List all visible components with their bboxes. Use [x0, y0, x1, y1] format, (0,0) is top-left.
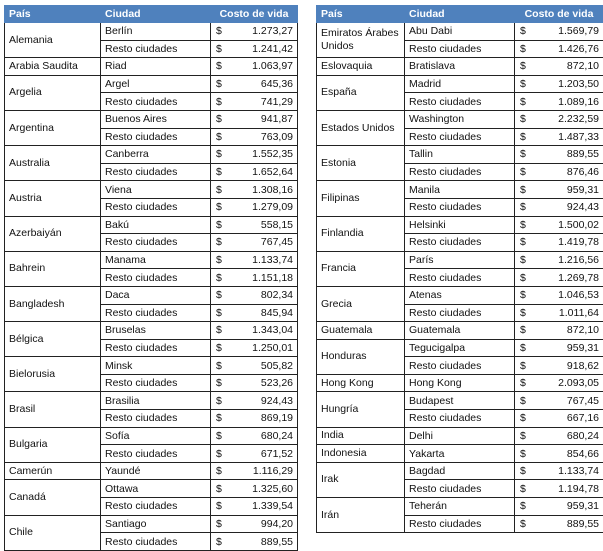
table-row	[5, 322, 298, 340]
currency-symbol: $	[211, 392, 227, 410]
currency-symbol: $	[515, 480, 533, 498]
table-row	[317, 23, 603, 41]
table-row	[5, 480, 298, 498]
city-cell: Helsinki	[405, 216, 515, 234]
table-row	[5, 462, 298, 480]
cost-value: 558,15	[227, 216, 298, 234]
cost-value: 680,24	[227, 427, 298, 445]
country-cell: Argentina	[5, 110, 101, 145]
currency-symbol: $	[211, 128, 227, 146]
table-row	[5, 251, 298, 269]
currency-symbol: $	[515, 163, 533, 181]
currency-symbol: $	[515, 498, 533, 516]
cost-value: 872,10	[533, 58, 603, 76]
city-cell: Resto ciudades	[101, 93, 211, 111]
currency-symbol: $	[211, 181, 227, 199]
table-row	[5, 392, 298, 410]
country-cell: Guatemala	[317, 322, 405, 340]
cost-value: 1.500,02	[533, 216, 603, 234]
city-cell: Atenas	[405, 286, 515, 304]
cost-value: 1.339,54	[227, 498, 298, 516]
cost-value: 505,82	[227, 357, 298, 375]
currency-symbol: $	[515, 286, 533, 304]
city-cell: Abu Dabi	[405, 23, 515, 41]
header-country: País	[5, 6, 101, 23]
cost-value: 918,62	[533, 357, 603, 375]
country-cell: Bulgaria	[5, 427, 101, 462]
country-cell: Alemania	[5, 23, 101, 58]
currency-symbol: $	[211, 445, 227, 463]
cost-value: 1.011,64	[533, 304, 603, 322]
country-cell: Argelia	[5, 75, 101, 110]
cost-value: 667,16	[533, 410, 603, 428]
city-cell: Resto ciudades	[101, 445, 211, 463]
cost-value: 1.116,29	[227, 462, 298, 480]
city-cell: Resto ciudades	[101, 533, 211, 551]
cost-value: 1.133,74	[533, 462, 603, 480]
country-cell: Eslovaquia	[317, 58, 405, 76]
country-cell: Irak	[317, 462, 405, 497]
city-cell: Resto ciudades	[101, 410, 211, 428]
city-cell: Resto ciudades	[101, 498, 211, 516]
currency-symbol: $	[515, 392, 533, 410]
city-cell: Hong Kong	[405, 374, 515, 392]
currency-symbol: $	[515, 58, 533, 76]
cost-value: 959,31	[533, 498, 603, 516]
cost-value: 924,43	[227, 392, 298, 410]
country-cell: Bangladesh	[5, 286, 101, 321]
table-row	[5, 23, 298, 41]
country-cell: Irán	[317, 498, 405, 533]
cost-value: 2.093,05	[533, 374, 603, 392]
currency-symbol: $	[515, 181, 533, 199]
table-row	[317, 445, 603, 463]
country-cell: Estados Unidos	[317, 110, 405, 145]
table-row	[317, 286, 603, 304]
table-row	[5, 75, 298, 93]
currency-symbol: $	[515, 427, 533, 445]
city-cell: Manila	[405, 181, 515, 199]
currency-symbol: $	[211, 462, 227, 480]
cost-value: 2.232,59	[533, 110, 603, 128]
table-body-right	[317, 23, 603, 533]
header-cost: Costo de vida	[515, 6, 603, 23]
country-cell: Bielorusia	[5, 357, 101, 392]
country-cell: Camerún	[5, 462, 101, 480]
cost-value: 763,09	[227, 128, 298, 146]
city-cell: Bakú	[101, 216, 211, 234]
cost-value: 1.269,78	[533, 269, 603, 287]
currency-symbol: $	[515, 75, 533, 93]
cost-value: 924,43	[533, 198, 603, 216]
currency-symbol: $	[515, 462, 533, 480]
table-row	[317, 110, 603, 128]
currency-symbol: $	[211, 198, 227, 216]
city-cell: Tegucigalpa	[405, 339, 515, 357]
table-body-left	[5, 23, 298, 551]
city-cell: Resto ciudades	[405, 269, 515, 287]
city-cell: Viena	[101, 181, 211, 199]
cost-value: 959,31	[533, 181, 603, 199]
city-cell: Resto ciudades	[405, 128, 515, 146]
country-cell: Grecia	[317, 286, 405, 321]
table-row	[317, 58, 603, 76]
table-row	[317, 251, 603, 269]
currency-symbol: $	[211, 216, 227, 234]
city-cell: Buenos Aires	[101, 110, 211, 128]
table-row	[317, 392, 603, 410]
city-cell: Bratislava	[405, 58, 515, 76]
country-cell: Filipinas	[317, 181, 405, 216]
cost-value: 1.063,97	[227, 58, 298, 76]
cost-value: 645,36	[227, 75, 298, 93]
city-cell: Resto ciudades	[405, 40, 515, 58]
header-row	[317, 6, 603, 23]
table-row	[5, 110, 298, 128]
currency-symbol: $	[515, 445, 533, 463]
currency-symbol: $	[515, 251, 533, 269]
city-cell: Resto ciudades	[101, 374, 211, 392]
cost-value: 889,55	[227, 533, 298, 551]
cost-value: 1.046,53	[533, 286, 603, 304]
cost-value: 1.273,27	[227, 23, 298, 41]
currency-symbol: $	[211, 410, 227, 428]
cost-value: 872,10	[533, 322, 603, 340]
table-row	[317, 498, 603, 516]
currency-symbol: $	[515, 110, 533, 128]
table-row	[5, 58, 298, 76]
table-row	[5, 427, 298, 445]
currency-symbol: $	[211, 23, 227, 41]
table-row	[317, 322, 603, 340]
cost-value: 680,24	[533, 427, 603, 445]
country-cell: Bélgica	[5, 322, 101, 357]
city-cell: Resto ciudades	[405, 93, 515, 111]
cost-value: 741,29	[227, 93, 298, 111]
city-cell: Bruselas	[101, 322, 211, 340]
city-cell: Resto ciudades	[405, 357, 515, 375]
city-cell: Resto ciudades	[405, 304, 515, 322]
city-cell: Argel	[101, 75, 211, 93]
city-cell: Washington	[405, 110, 515, 128]
table-row	[317, 427, 603, 445]
currency-symbol: $	[515, 322, 533, 340]
cost-value: 845,94	[227, 304, 298, 322]
table-row	[5, 146, 298, 164]
currency-symbol: $	[211, 234, 227, 252]
city-cell: Bagdad	[405, 462, 515, 480]
city-cell: Daca	[101, 286, 211, 304]
table-row	[317, 462, 603, 480]
table-row	[5, 357, 298, 375]
city-cell: Resto ciudades	[405, 480, 515, 498]
city-cell: Resto ciudades	[405, 198, 515, 216]
country-cell: Bahrein	[5, 251, 101, 286]
currency-symbol: $	[211, 146, 227, 164]
city-cell: Yakarta	[405, 445, 515, 463]
header-city: Ciudad	[405, 6, 515, 23]
country-cell: Arabia Saudita	[5, 58, 101, 76]
cost-value: 994,20	[227, 515, 298, 533]
currency-symbol: $	[211, 322, 227, 340]
cost-value: 1.325,60	[227, 480, 298, 498]
cost-value: 1.216,56	[533, 251, 603, 269]
city-cell: Resto ciudades	[405, 410, 515, 428]
country-cell: Francia	[317, 251, 405, 286]
city-cell: Delhi	[405, 427, 515, 445]
city-cell: Berlín	[101, 23, 211, 41]
currency-symbol: $	[515, 234, 533, 252]
table-row	[317, 339, 603, 357]
currency-symbol: $	[515, 198, 533, 216]
table-row	[317, 146, 603, 164]
cost-value: 889,55	[533, 515, 603, 533]
city-cell: Tallin	[405, 146, 515, 164]
country-cell: Azerbaiyán	[5, 216, 101, 251]
currency-symbol: $	[515, 216, 533, 234]
country-cell: Hong Kong	[317, 374, 405, 392]
cost-value: 1.569,79	[533, 23, 603, 41]
table-row	[5, 216, 298, 234]
currency-symbol: $	[515, 515, 533, 533]
cost-value: 941,87	[227, 110, 298, 128]
table-row	[5, 181, 298, 199]
currency-symbol: $	[211, 339, 227, 357]
currency-symbol: $	[211, 269, 227, 287]
country-cell: Brasil	[5, 392, 101, 427]
city-cell: Resto ciudades	[101, 339, 211, 357]
city-cell: Manama	[101, 251, 211, 269]
cost-value: 1.250,01	[227, 339, 298, 357]
city-cell: Resto ciudades	[405, 515, 515, 533]
city-cell: Resto ciudades	[101, 163, 211, 181]
header-city: Ciudad	[101, 6, 211, 23]
city-cell: Resto ciudades	[101, 198, 211, 216]
cost-value: 876,46	[533, 163, 603, 181]
currency-symbol: $	[515, 339, 533, 357]
country-cell: Emiratos Árabes Unidos	[317, 23, 405, 58]
currency-symbol: $	[211, 357, 227, 375]
cost-of-living-table-left	[4, 5, 298, 551]
currency-symbol: $	[515, 410, 533, 428]
city-cell: Resto ciudades	[101, 40, 211, 58]
currency-symbol: $	[211, 480, 227, 498]
cost-value: 523,26	[227, 374, 298, 392]
city-cell: Resto ciudades	[101, 269, 211, 287]
currency-symbol: $	[515, 128, 533, 146]
city-cell: París	[405, 251, 515, 269]
cost-value: 1.089,16	[533, 93, 603, 111]
cost-of-living-table-right	[316, 5, 603, 533]
currency-symbol: $	[211, 427, 227, 445]
country-cell: Hungría	[317, 392, 405, 427]
city-cell: Ottawa	[101, 480, 211, 498]
currency-symbol: $	[211, 533, 227, 551]
currency-symbol: $	[211, 40, 227, 58]
city-cell: Resto ciudades	[405, 234, 515, 252]
currency-symbol: $	[211, 304, 227, 322]
table-row	[317, 374, 603, 392]
currency-symbol: $	[211, 163, 227, 181]
cost-value: 1.552,35	[227, 146, 298, 164]
currency-symbol: $	[211, 515, 227, 533]
cost-value: 767,45	[533, 392, 603, 410]
city-cell: Minsk	[101, 357, 211, 375]
city-cell: Brasilia	[101, 392, 211, 410]
country-cell: Honduras	[317, 339, 405, 374]
table-row	[317, 216, 603, 234]
cost-value: 889,55	[533, 146, 603, 164]
currency-symbol: $	[515, 269, 533, 287]
country-cell: Chile	[5, 515, 101, 550]
city-cell: Resto ciudades	[101, 304, 211, 322]
header-country: País	[317, 6, 405, 23]
cost-value: 1.241,42	[227, 40, 298, 58]
country-cell: Australia	[5, 146, 101, 181]
currency-symbol: $	[211, 93, 227, 111]
cost-value: 1.194,78	[533, 480, 603, 498]
cost-value: 1.308,16	[227, 181, 298, 199]
country-cell: Indonesia	[317, 445, 405, 463]
city-cell: Resto ciudades	[101, 234, 211, 252]
country-cell: Estonia	[317, 146, 405, 181]
currency-symbol: $	[515, 357, 533, 375]
currency-symbol: $	[211, 110, 227, 128]
country-cell: India	[317, 427, 405, 445]
header-cost: Costo de vida	[211, 6, 298, 23]
city-cell: Canberra	[101, 146, 211, 164]
city-cell: Yaundé	[101, 462, 211, 480]
currency-symbol: $	[211, 75, 227, 93]
city-cell: Santiago	[101, 515, 211, 533]
city-cell: Madrid	[405, 75, 515, 93]
cost-value: 959,31	[533, 339, 603, 357]
table-row	[317, 181, 603, 199]
cost-value: 1.419,78	[533, 234, 603, 252]
cost-value: 767,45	[227, 234, 298, 252]
currency-symbol: $	[515, 40, 533, 58]
cost-value: 869,19	[227, 410, 298, 428]
cost-value: 1.343,04	[227, 322, 298, 340]
city-cell: Sofía	[101, 427, 211, 445]
country-cell: España	[317, 75, 405, 110]
city-cell: Riad	[101, 58, 211, 76]
table-row	[5, 515, 298, 533]
city-cell: Budapest	[405, 392, 515, 410]
cost-value: 1.487,33	[533, 128, 603, 146]
country-cell: Canadá	[5, 480, 101, 515]
city-cell: Teherán	[405, 498, 515, 516]
cost-value: 671,52	[227, 445, 298, 463]
table-row	[317, 75, 603, 93]
currency-symbol: $	[515, 304, 533, 322]
cost-value: 1.151,18	[227, 269, 298, 287]
city-cell: Resto ciudades	[405, 163, 515, 181]
currency-symbol: $	[515, 146, 533, 164]
cost-value: 1.279,09	[227, 198, 298, 216]
currency-symbol: $	[211, 374, 227, 392]
header-row	[5, 6, 298, 23]
currency-symbol: $	[515, 93, 533, 111]
cost-value: 1.203,50	[533, 75, 603, 93]
currency-symbol: $	[211, 251, 227, 269]
country-cell: Finlandia	[317, 216, 405, 251]
currency-symbol: $	[515, 374, 533, 392]
cost-value: 802,34	[227, 286, 298, 304]
cost-value: 854,66	[533, 445, 603, 463]
table-row	[5, 286, 298, 304]
city-cell: Resto ciudades	[101, 128, 211, 146]
city-cell: Guatemala	[405, 322, 515, 340]
currency-symbol: $	[211, 498, 227, 516]
cost-value: 1.652,64	[227, 163, 298, 181]
currency-symbol: $	[211, 286, 227, 304]
country-cell: Austria	[5, 181, 101, 216]
currency-symbol: $	[211, 58, 227, 76]
cost-value: 1.426,76	[533, 40, 603, 58]
currency-symbol: $	[515, 23, 533, 41]
cost-value: 1.133,74	[227, 251, 298, 269]
